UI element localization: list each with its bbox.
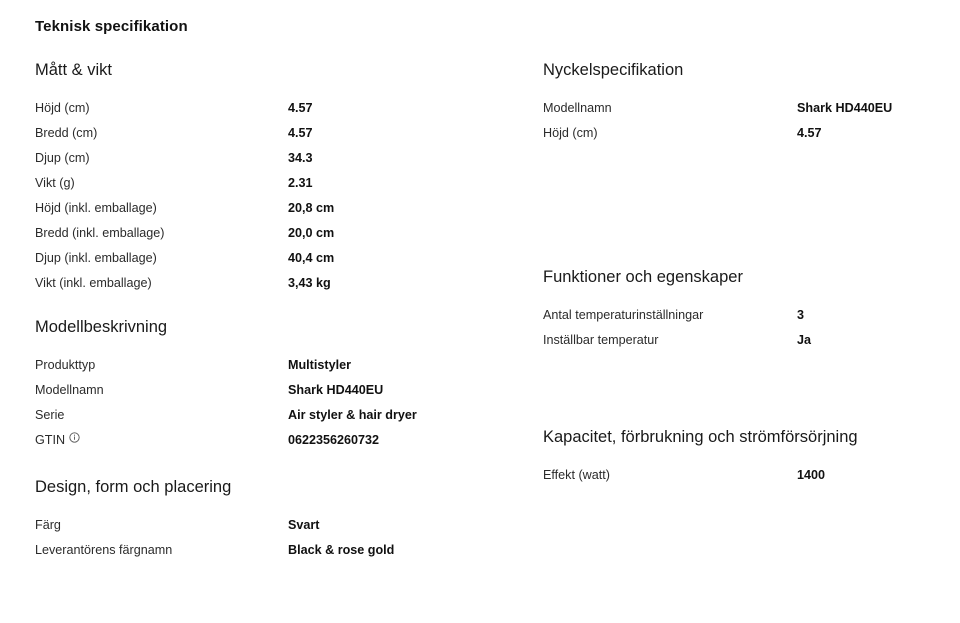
spec-table — [35, 353, 504, 453]
spec-value: Ja — [797, 333, 812, 347]
page-title: Teknisk specifikation — [35, 18, 188, 35]
spec-row — [35, 171, 504, 196]
spec-value: Shark HD440EU — [797, 101, 893, 115]
spec-value: 3 — [797, 308, 805, 322]
spec-label: Leverantörens färgnamn — [35, 543, 173, 557]
spec-label-gtin — [35, 428, 288, 453]
spec-table — [543, 303, 960, 353]
spec-columns — [0, 60, 960, 563]
section-funktioner-och-egenskaper — [543, 267, 960, 353]
info-circle-icon[interactable] — [69, 432, 80, 443]
spec-label: Modellnamn — [543, 101, 612, 115]
spec-value: Black & rose gold — [288, 543, 395, 557]
section-matt-och-vikt — [35, 60, 504, 296]
spec-value: Air styler & hair dryer — [288, 408, 417, 422]
section-heading: Kapacitet, förbrukning och strömförsörjning — [543, 428, 858, 446]
section-spacer — [543, 146, 960, 267]
spec-label: Höjd (cm) — [543, 126, 598, 140]
spec-label: Höjd (cm) — [35, 101, 90, 115]
spec-label: Djup (cm) — [35, 151, 90, 165]
spec-row — [35, 246, 504, 271]
spec-row — [543, 303, 960, 328]
spec-value: Shark HD440EU — [288, 383, 384, 397]
spec-label: Serie — [35, 408, 65, 422]
spec-row — [35, 146, 504, 171]
spec-row — [543, 121, 960, 146]
spec-label: Bredd (inkl. emballage) — [35, 226, 165, 240]
section-heading: Funktioner och egenskaper — [543, 268, 743, 286]
spec-value: 20,0 cm — [288, 226, 335, 240]
spec-label: Vikt (inkl. emballage) — [35, 276, 152, 290]
section-heading: Modellbeskrivning — [35, 318, 168, 336]
section-nyckelspecifikation — [543, 60, 960, 146]
section-spacer — [35, 296, 504, 317]
spec-row — [35, 538, 504, 563]
spec-row — [35, 271, 504, 296]
spec-row — [35, 353, 504, 378]
spec-row — [35, 96, 504, 121]
spec-value: 4.57 — [797, 126, 822, 140]
section-heading: Mått & vikt — [35, 61, 113, 79]
spec-row — [543, 96, 960, 121]
spec-label: Vikt (g) — [35, 176, 75, 190]
section-spacer — [35, 453, 504, 477]
right-spec-column — [504, 60, 960, 563]
left-spec-column — [0, 60, 504, 563]
spec-value: 1400 — [797, 468, 826, 482]
section-kapacitet-forbrukning-stromforsorjning — [543, 427, 960, 488]
spec-label: Inställbar temperatur — [543, 333, 659, 347]
spec-row — [35, 513, 504, 538]
spec-value: 20,8 cm — [288, 201, 335, 215]
spec-table — [543, 96, 960, 146]
section-spacer — [543, 353, 960, 427]
spec-row — [35, 403, 504, 428]
spec-value: 34.3 — [288, 151, 313, 165]
spec-label: Höjd (inkl. emballage) — [35, 201, 157, 215]
spec-label: Modellnamn — [35, 383, 104, 397]
spec-label-text: GTIN — [35, 433, 66, 447]
spec-value: Multistyler — [288, 358, 351, 372]
spec-row — [543, 463, 960, 488]
spec-value: 3,43 kg — [288, 276, 331, 290]
spec-value: 4.57 — [288, 126, 313, 140]
section-design-form-och-placering — [35, 477, 504, 563]
spec-row — [543, 328, 960, 353]
spec-label: Antal temperaturinställningar — [543, 308, 704, 322]
spec-table — [543, 463, 960, 488]
spec-label: Djup (inkl. emballage) — [35, 251, 157, 265]
spec-value: 0622356260732 — [288, 433, 380, 447]
spec-label: Effekt (watt) — [543, 468, 610, 482]
spec-value: Svart — [288, 518, 320, 532]
section-heading: Design, form och placering — [35, 478, 232, 496]
spec-row — [35, 378, 504, 403]
spec-label: Bredd (cm) — [35, 126, 98, 140]
spec-row — [35, 196, 504, 221]
spec-row-gtin — [35, 428, 504, 453]
spec-value: 40,4 cm — [288, 251, 335, 265]
spec-label: Produkttyp — [35, 358, 96, 372]
spec-table — [35, 513, 504, 563]
section-modellbeskrivning — [35, 317, 504, 453]
spec-value: 2.31 — [288, 176, 313, 190]
section-heading: Nyckelspecifikation — [543, 61, 684, 79]
spec-value: 4.57 — [288, 101, 313, 115]
spec-row — [35, 121, 504, 146]
spec-label: Färg — [35, 518, 61, 532]
spec-table — [35, 96, 504, 296]
spec-row — [35, 221, 504, 246]
